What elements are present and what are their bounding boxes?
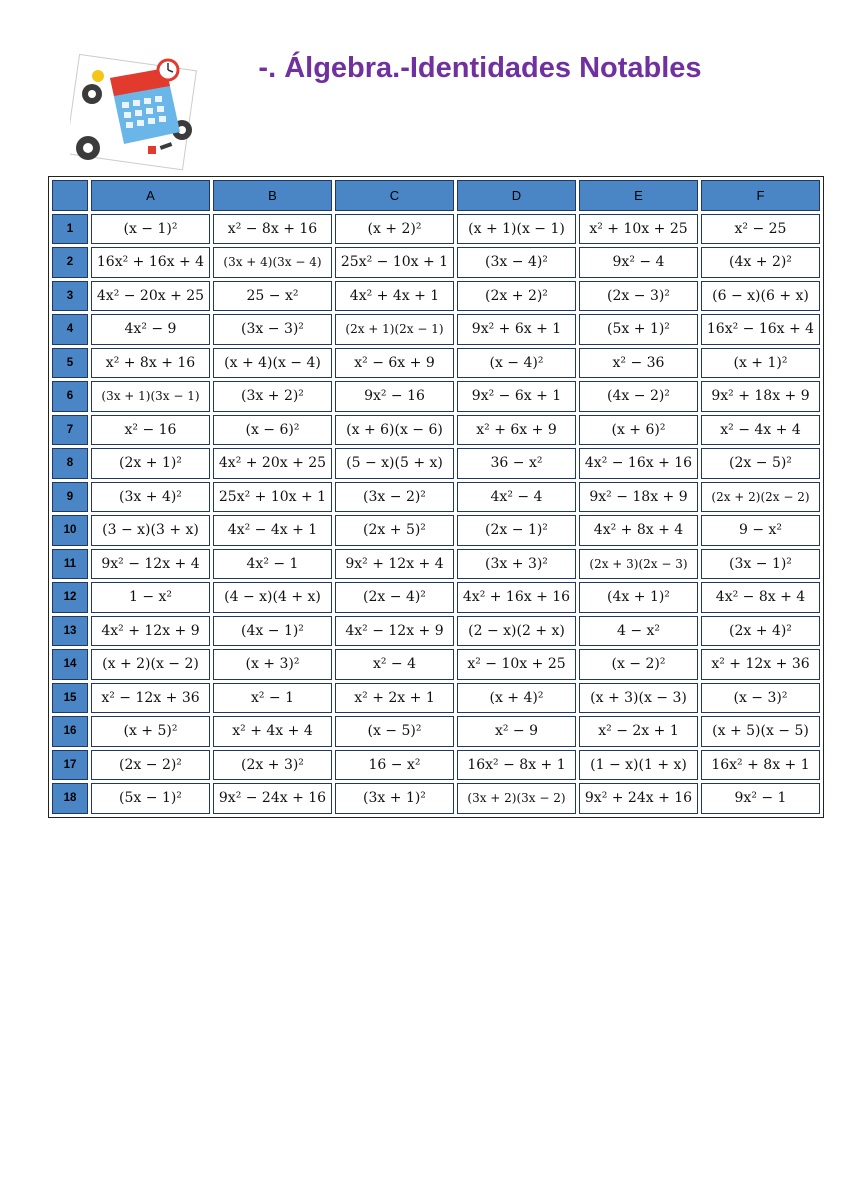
table-row [52, 482, 820, 513]
expression-cell: (x + 5)² [91, 716, 210, 747]
expression-cell: (2x + 3)² [213, 750, 332, 781]
expression-cell: x² − 2x + 1 [579, 716, 698, 747]
table-row [52, 649, 820, 680]
expression-cell: 9x² − 6x + 1 [457, 381, 576, 412]
row-number: 9 [52, 482, 88, 513]
expression-cell: 4x² + 4x + 1 [335, 281, 454, 312]
expression-cell: (6 − x)(6 + x) [701, 281, 820, 312]
expression-cell: (x − 6)² [213, 415, 332, 446]
expression-cell: 4x² − 4x + 1 [213, 515, 332, 546]
expression-cell: x² − 8x + 16 [213, 214, 332, 245]
expression-cell: 16x² + 16x + 4 [91, 247, 210, 278]
expression-cell: 4x² − 1 [213, 549, 332, 580]
expression-cell: (2x + 4)² [701, 616, 820, 647]
table-row [52, 616, 820, 647]
row-number: 10 [52, 515, 88, 546]
expression-cell: x² − 6x + 9 [335, 348, 454, 379]
table-row [52, 214, 820, 245]
expression-cell: 4x² + 8x + 4 [579, 515, 698, 546]
expression-cell: 9x² − 1 [701, 783, 820, 814]
expression-cell: 4x² + 12x + 9 [91, 616, 210, 647]
expression-cell: 16x² − 16x + 4 [701, 314, 820, 345]
expression-cell: (4x − 2)² [579, 381, 698, 412]
expression-cell: x² − 9 [457, 716, 576, 747]
row-number: 5 [52, 348, 88, 379]
table-row [52, 415, 820, 446]
row-number: 6 [52, 381, 88, 412]
column-header: F [701, 180, 820, 211]
expression-cell: 16 − x² [335, 750, 454, 781]
expression-cell: (x + 2)² [335, 214, 454, 245]
expression-cell: (5x + 1)² [579, 314, 698, 345]
expression-cell: 25x² − 10x + 1 [335, 247, 454, 278]
expression-cell: 4x² − 4 [457, 482, 576, 513]
expression-cell: 9x² + 18x + 9 [701, 381, 820, 412]
expression-cell: (3x − 3)² [213, 314, 332, 345]
expression-cell: 9x² − 4 [579, 247, 698, 278]
expression-cell: x² + 6x + 9 [457, 415, 576, 446]
row-number: 16 [52, 716, 88, 747]
expression-cell: (2x − 2)² [91, 750, 210, 781]
expression-cell: 4x² − 20x + 25 [91, 281, 210, 312]
table-row [52, 549, 820, 580]
row-number: 13 [52, 616, 88, 647]
table-row [52, 381, 820, 412]
expression-cell: (2 − x)(2 + x) [457, 616, 576, 647]
expression-cell: (x + 6)(x − 6) [335, 415, 454, 446]
expression-cell: (2x − 4)² [335, 582, 454, 613]
row-number: 2 [52, 247, 88, 278]
row-number: 4 [52, 314, 88, 345]
column-header: C [335, 180, 454, 211]
expression-cell: 4x² + 16x + 16 [457, 582, 576, 613]
row-number: 11 [52, 549, 88, 580]
header-row [52, 180, 820, 211]
table-row [52, 582, 820, 613]
expression-cell: x² − 4x + 4 [701, 415, 820, 446]
expression-cell: 36 − x² [457, 448, 576, 479]
expression-cell: 25 − x² [213, 281, 332, 312]
column-header: D [457, 180, 576, 211]
expression-cell: (x − 2)² [579, 649, 698, 680]
page-title: -. Álgebra.-Identidades Notables [258, 52, 702, 84]
expression-cell: (x + 6)² [579, 415, 698, 446]
row-number: 8 [52, 448, 88, 479]
expression-cell: 9x² − 18x + 9 [579, 482, 698, 513]
expression-cell: (3x + 4)(3x − 4) [213, 247, 332, 278]
expression-cell: (2x + 2)(2x − 2) [701, 482, 820, 513]
expression-cell: 9x² − 16 [335, 381, 454, 412]
column-header: E [579, 180, 698, 211]
expression-cell: (3x + 1)(3x − 1) [91, 381, 210, 412]
expression-cell: x² − 4 [335, 649, 454, 680]
expression-cell: (2x − 5)² [701, 448, 820, 479]
expression-cell: (4x − 1)² [213, 616, 332, 647]
row-number: 12 [52, 582, 88, 613]
expression-cell: x² + 10x + 25 [579, 214, 698, 245]
expression-cell: x² − 1 [213, 683, 332, 714]
expression-cell: (2x + 1)² [91, 448, 210, 479]
expression-cell: 9 − x² [701, 515, 820, 546]
expression-cell: (3x + 2)(3x − 2) [457, 783, 576, 814]
expression-cell: (2x + 3)(2x − 3) [579, 549, 698, 580]
expression-cell: (3x + 1)² [335, 783, 454, 814]
expression-cell: x² + 12x + 36 [701, 649, 820, 680]
row-number: 7 [52, 415, 88, 446]
table-row [52, 281, 820, 312]
expression-cell: (x + 4)² [457, 683, 576, 714]
table-row [52, 314, 820, 345]
expression-cell: x² + 4x + 4 [213, 716, 332, 747]
expression-cell: x² − 10x + 25 [457, 649, 576, 680]
expression-cell: x² + 8x + 16 [91, 348, 210, 379]
expression-cell: (x + 4)(x − 4) [213, 348, 332, 379]
expression-cell: (x + 3)(x − 3) [579, 683, 698, 714]
table-row [52, 716, 820, 747]
row-number: 3 [52, 281, 88, 312]
table-row [52, 683, 820, 714]
expression-cell: x² − 16 [91, 415, 210, 446]
expression-cell: 4 − x² [579, 616, 698, 647]
expression-cell: (4x + 2)² [701, 247, 820, 278]
expression-cell: (3x − 1)² [701, 549, 820, 580]
expression-cell: x² − 12x + 36 [91, 683, 210, 714]
expression-cell: (3x − 4)² [457, 247, 576, 278]
row-number: 14 [52, 649, 88, 680]
table-row [52, 750, 820, 781]
expression-cell: (1 − x)(1 + x) [579, 750, 698, 781]
expression-cell: 16x² + 8x + 1 [701, 750, 820, 781]
expression-cell: (3x + 4)² [91, 482, 210, 513]
expression-cell: x² + 2x + 1 [335, 683, 454, 714]
row-number: 17 [52, 750, 88, 781]
table-row [52, 515, 820, 546]
calendar-gears-illustration [70, 48, 198, 172]
expression-cell: (x + 1)² [701, 348, 820, 379]
column-header: A [91, 180, 210, 211]
expression-cell: (2x + 2)² [457, 281, 576, 312]
row-number: 15 [52, 683, 88, 714]
expression-cell: 4x² − 9 [91, 314, 210, 345]
table-row [52, 247, 820, 278]
expression-cell: (2x − 1)² [457, 515, 576, 546]
expression-cell: (4 − x)(4 + x) [213, 582, 332, 613]
expression-cell: (x − 5)² [335, 716, 454, 747]
expression-cell: x² − 25 [701, 214, 820, 245]
column-header: B [213, 180, 332, 211]
expression-cell: (3x + 2)² [213, 381, 332, 412]
expression-cell: (3x − 2)² [335, 482, 454, 513]
expression-cell: (3x + 3)² [457, 549, 576, 580]
expression-cell: (x − 3)² [701, 683, 820, 714]
expression-cell: 9x² + 12x + 4 [335, 549, 454, 580]
expression-cell: 9x² + 24x + 16 [579, 783, 698, 814]
identities-table [48, 176, 824, 818]
expression-cell: (x + 5)(x − 5) [701, 716, 820, 747]
expression-cell: (x + 1)(x − 1) [457, 214, 576, 245]
table-row [52, 448, 820, 479]
expression-cell: 9x² − 12x + 4 [91, 549, 210, 580]
table-row [52, 348, 820, 379]
expression-cell: 4x² + 20x + 25 [213, 448, 332, 479]
expression-cell: 4x² − 16x + 16 [579, 448, 698, 479]
expression-cell: x² − 36 [579, 348, 698, 379]
expression-cell: 4x² − 12x + 9 [335, 616, 454, 647]
row-number: 1 [52, 214, 88, 245]
expression-cell: 9x² + 6x + 1 [457, 314, 576, 345]
expression-cell: (x + 3)² [213, 649, 332, 680]
expression-cell: (5x − 1)² [91, 783, 210, 814]
expression-cell: (2x − 3)² [579, 281, 698, 312]
expression-cell: (2x + 1)(2x − 1) [335, 314, 454, 345]
expression-cell: (4x + 1)² [579, 582, 698, 613]
expression-cell: 9x² − 24x + 16 [213, 783, 332, 814]
expression-cell: 4x² − 8x + 4 [701, 582, 820, 613]
expression-cell: (3 − x)(3 + x) [91, 515, 210, 546]
expression-cell: (x − 1)² [91, 214, 210, 245]
table-row [52, 783, 820, 814]
expression-cell: (2x + 5)² [335, 515, 454, 546]
expression-cell: (x + 2)(x − 2) [91, 649, 210, 680]
row-number: 18 [52, 783, 88, 814]
corner-cell [52, 180, 88, 211]
expression-cell: (x − 4)² [457, 348, 576, 379]
expression-cell: 1 − x² [91, 582, 210, 613]
expression-cell: 25x² + 10x + 1 [213, 482, 332, 513]
expression-cell: (5 − x)(5 + x) [335, 448, 454, 479]
expression-cell: 16x² − 8x + 1 [457, 750, 576, 781]
